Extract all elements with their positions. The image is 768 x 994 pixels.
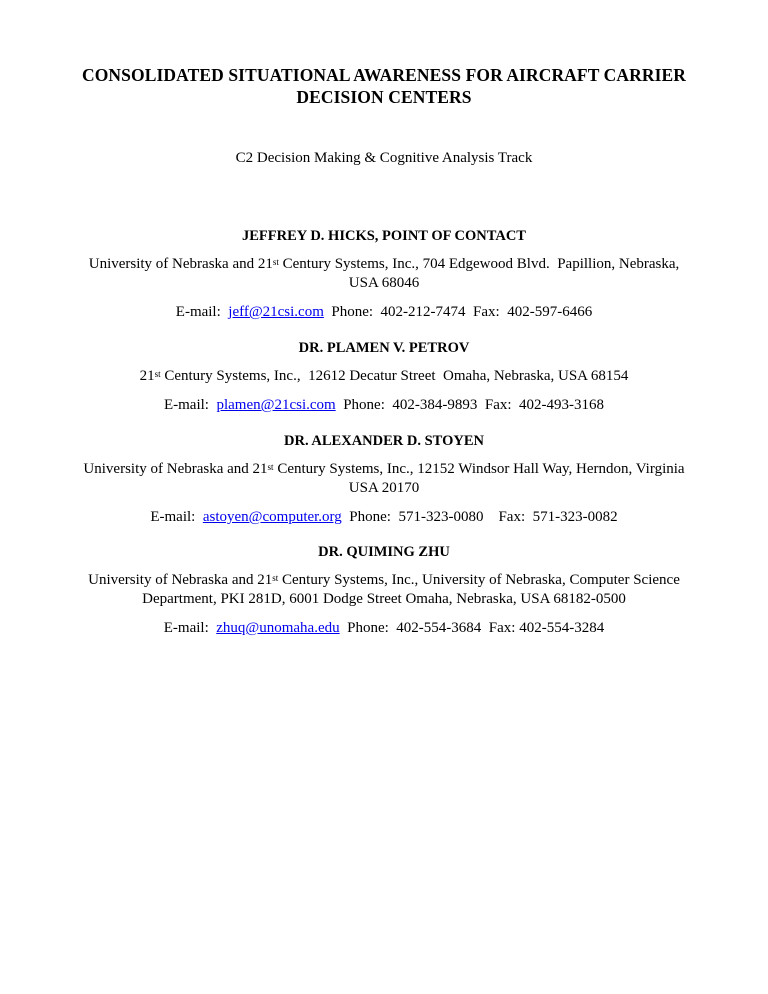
author-affiliation bbox=[60, 367, 708, 386]
author-block-hicks bbox=[60, 227, 708, 322]
author-name: DR. QUIMING ZHU bbox=[318, 544, 450, 560]
email-label: E-mail: bbox=[163, 620, 217, 636]
email-label: E-mail: bbox=[150, 509, 203, 525]
author-block-stoyen bbox=[60, 432, 708, 527]
author-affiliation bbox=[60, 255, 708, 293]
email-link[interactable]: plamen@21csi.com bbox=[216, 397, 336, 413]
title-line-1: CONSOLIDATED SITUATIONAL AWARENESS FOR AIRCRAFT CARRIER bbox=[81, 65, 687, 85]
author-contact bbox=[60, 619, 708, 638]
phone-fax: Phone: 402-212-7474 Fax: 402-597-6466 bbox=[323, 304, 593, 320]
author-contact bbox=[60, 396, 708, 415]
affiliation-text: Century Systems, Inc., 12152 Windsor Hall Way, Herndon, Virginia bbox=[273, 461, 685, 477]
affiliation-line-2: Department, PKI 281D, 6001 Dodge Street Omaha, Nebraska, USA 68182-0500 bbox=[142, 591, 626, 607]
affiliation-text: University of Nebraska and 21 bbox=[88, 256, 273, 272]
author-block-petrov bbox=[60, 339, 708, 415]
author-block-zhu bbox=[60, 543, 708, 638]
track-name: C2 Decision Making & Cognitive Analysis Track bbox=[235, 150, 533, 166]
ordinal-suffix: st bbox=[272, 573, 279, 583]
author-name: JEFFREY D. HICKS, POINT OF CONTACT bbox=[242, 228, 526, 244]
ordinal-suffix: st bbox=[272, 257, 279, 267]
ordinal-suffix: st bbox=[154, 369, 161, 379]
affiliation-text: Century Systems, Inc., 12612 Decatur Street Omaha, Nebraska, USA 68154 bbox=[160, 368, 629, 384]
affiliation-line-2: USA 68046 bbox=[348, 275, 420, 291]
title-line-2: DECISION CENTERS bbox=[296, 87, 472, 107]
email-link[interactable]: astoyen@computer.org bbox=[202, 509, 342, 525]
email-label: E-mail: bbox=[163, 397, 217, 413]
phone-fax: Phone: 402-384-9893 Fax: 402-493-3168 bbox=[335, 397, 605, 413]
author-affiliation bbox=[60, 460, 708, 498]
author-name: DR. PLAMEN V. PETROV bbox=[298, 340, 470, 356]
email-link[interactable]: jeff@21csi.com bbox=[228, 304, 324, 320]
affiliation-text: University of Nebraska and 21 bbox=[88, 572, 273, 588]
affiliation-text: Century Systems, Inc., University of Nebraska, Computer Science bbox=[278, 572, 680, 588]
affiliation-text: 21 bbox=[139, 368, 155, 384]
phone-fax: Phone: 571-323-0080 Fax: 571-323-0082 bbox=[341, 509, 618, 525]
paper-title bbox=[60, 64, 708, 108]
author-contact bbox=[60, 303, 708, 322]
author-name: DR. ALEXANDER D. STOYEN bbox=[284, 433, 484, 449]
affiliation-text: University of Nebraska and 21 bbox=[83, 461, 268, 477]
email-label: E-mail: bbox=[175, 304, 229, 320]
phone-fax: Phone: 402-554-3684 Fax: 402-554-3284 bbox=[339, 620, 605, 636]
email-link[interactable]: zhuq@unomaha.edu bbox=[216, 620, 340, 636]
affiliation-line-2: USA 20170 bbox=[348, 480, 420, 496]
author-contact bbox=[60, 508, 708, 527]
affiliation-text: Century Systems, Inc., 704 Edgewood Blvd. Papillion, Nebraska, bbox=[278, 256, 680, 272]
ordinal-suffix: st bbox=[267, 462, 274, 472]
author-affiliation bbox=[60, 571, 708, 609]
